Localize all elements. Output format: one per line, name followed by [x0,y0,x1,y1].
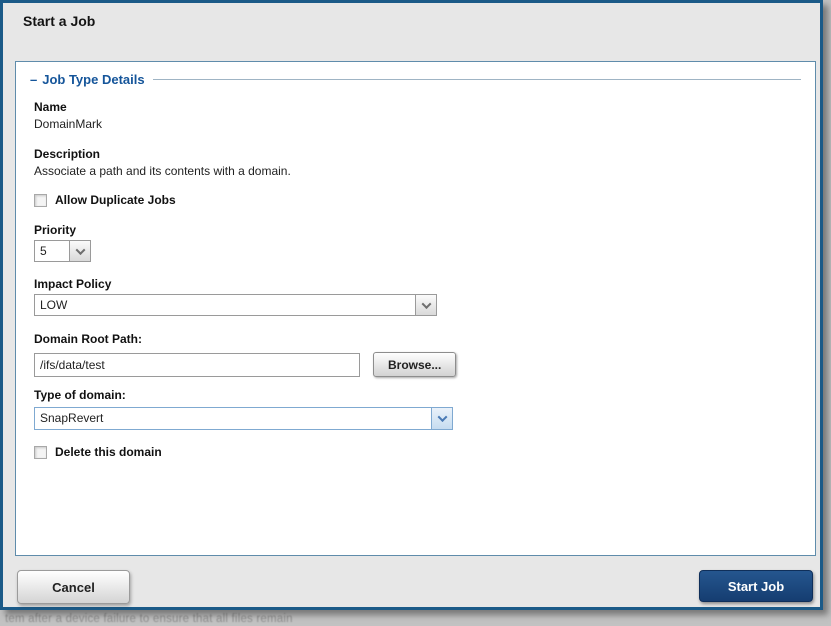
priority-select[interactable] [34,240,91,262]
name-label: Name [34,100,67,114]
allow-duplicate-jobs-label: Allow Duplicate Jobs [55,193,176,207]
chevron-down-icon [75,245,85,255]
background-page-text: tem after a device failure to ensure that all files remain [5,613,293,625]
domain-root-path-label: Domain Root Path: [34,332,142,346]
domain-root-path-row [34,352,815,377]
delete-this-domain-checkbox[interactable] [34,446,47,459]
dialog-footer [3,556,820,610]
priority-dropdown-button[interactable] [69,241,90,261]
job-type-details-legend [30,72,801,87]
impact-policy-label: Impact Policy [34,277,112,291]
dialog-title: Start a Job [23,13,96,29]
legend-label: Job Type Details [42,72,145,87]
type-of-domain-dropdown-button[interactable] [431,408,452,429]
browse-button[interactable]: Browse... [373,352,456,377]
impact-policy-selected-value: LOW [40,298,68,312]
start-job-button[interactable]: Start Job [699,570,813,602]
domain-root-path-input[interactable] [34,353,360,377]
cancel-button[interactable]: Cancel [17,570,130,604]
chevron-down-icon [437,412,447,422]
chevron-down-icon [421,299,431,309]
priority-label: Priority [34,223,77,237]
allow-duplicate-jobs-row [34,193,815,207]
name-value: DomainMark [34,117,103,131]
collapse-icon[interactable]: – [30,72,38,87]
type-of-domain-selected-value: SnapRevert [40,411,104,425]
description-value: Associate a path and its contents with a domain. [34,164,291,178]
legend-divider [153,79,801,80]
type-of-domain-select[interactable] [34,407,453,430]
job-type-details-panel [15,61,816,556]
allow-duplicate-jobs-checkbox[interactable] [34,194,47,207]
priority-selected-value: 5 [40,244,47,258]
delete-this-domain-label: Delete this domain [55,445,162,459]
impact-policy-dropdown-button[interactable] [415,295,436,315]
type-of-domain-label: Type of domain: [34,388,126,402]
description-label: Description [34,147,101,161]
delete-this-domain-row [34,445,815,459]
impact-policy-select[interactable] [34,294,437,316]
